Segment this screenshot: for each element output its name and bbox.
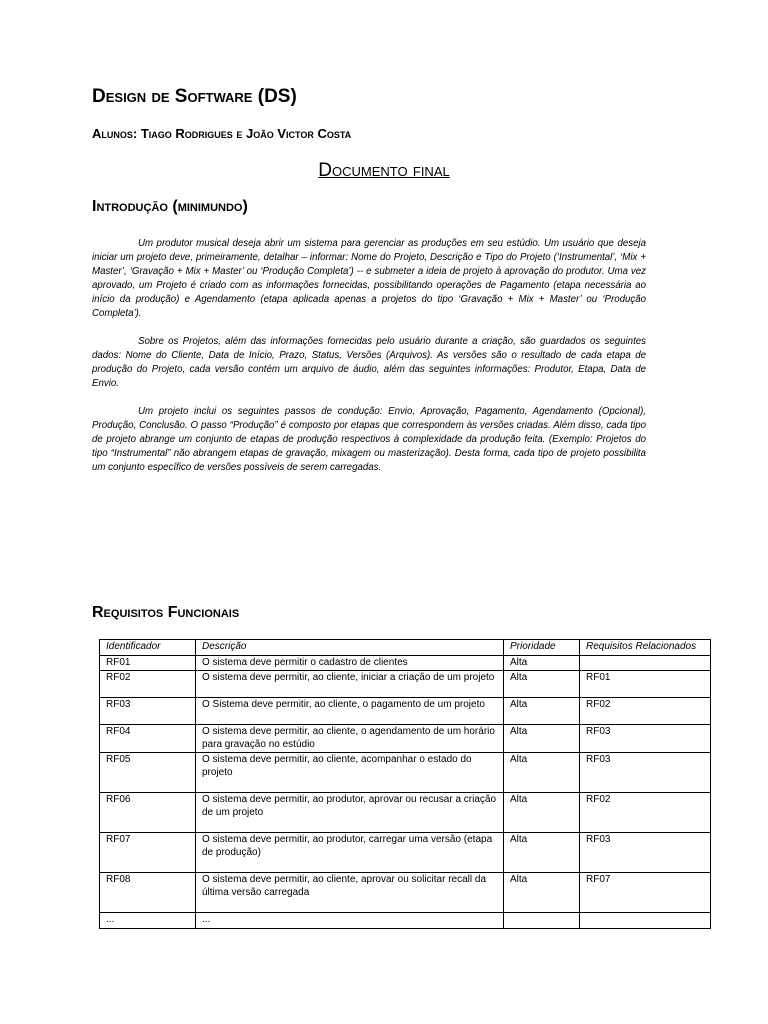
cell-related: RF03 [580,725,711,753]
cell-priority: Alta [504,833,580,873]
students-line: Alunos: Tiago Rodrigues e João Victor Costa [92,126,352,141]
intro-paragraph-1: Um produtor musical deseja abrir um sistema para gerenciar as produções em seu estúdio. Um usuário que deseja iniciar um projeto deve, primeiramente, detalhar – informar: Nome do Projeto, Descrição e Tipo do Projeto (‘Instrumental’, ‘Mix + Master’, ‘Gravação + Mix + Master’ ou ‘Produção Completa’) -- e submeter a ideia de projeto à aprovação do produtor. Uma vez aprovado, um Projeto é criado com as informações fornecidas, possibilitando operações de Pagamento (etapa necessária ao início da produção) e Agendamento (etapa aplicada apenas a projetos do tipo ‘Gravação + Mix + Master’ ou ‘Produção Completa’). [92,238,646,319]
cell-desc: O sistema deve permitir, ao cliente, aprovar ou solicitar recall da última versão carregada [196,873,504,913]
cell-priority: Alta [504,793,580,833]
intro-paragraph-3: Um projeto inclui os seguintes passos de condução: Envio, Aprovação, Pagamento, Agendamento (Opcional), Produção, Conclusão. O passo “Produção” é composto por etapas que correspondem às versões criadas. Além disso, cada tipo de projeto abrange um conjunto de etapas de produção respectivos à complexidade da produção feita. (Exemplo: Projetos do tipo “Instrumental” não abrangem etapas de gravação, mixagem ou masterização). Desta forma, cada tipo de projeto possibilita um conjunto específico de versões possíveis de serem carregadas. [92,406,646,473]
cell-id: RF01 [100,655,196,671]
cell-related [580,655,711,671]
table-row [100,671,711,698]
document-heading: Documento final [318,160,450,181]
cell-related [580,913,711,929]
cell-id: RF04 [100,725,196,753]
intro-paragraph-2: Sobre os Projetos, além das informações fornecidas pelo usuário durante a criação, são guardados os seguintes dados: Nome do Cliente, Data de Início, Prazo, Status, Versões (Arquivos). As versões são o resultado de cada etapa de produção do Projeto, cada versão contém um arquivo de áudio, além das seguintes informações: Produtor, Etapa, Data de Envio. [92,336,646,389]
cell-desc: O sistema deve permitir, ao produtor, carregar uma versão (etapa de produção) [196,833,504,873]
table-row [100,793,711,833]
cell-id: RF08 [100,873,196,913]
cell-related: RF02 [580,793,711,833]
cell-related: RF03 [580,833,711,873]
cell-desc: O sistema deve permitir, ao cliente, acompanhar o estado do projeto [196,753,504,793]
cell-desc: O sistema deve permitir, ao produtor, aprovar ou recusar a criação de um projeto [196,793,504,833]
cell-priority: Alta [504,725,580,753]
cell-related: RF02 [580,698,711,725]
cell-related: RF01 [580,671,711,698]
table-row [100,698,711,725]
cell-id: RF03 [100,698,196,725]
cell-desc: O Sistema deve permitir, ao cliente, o pagamento de um projeto [196,698,504,725]
cell-priority: Alta [504,671,580,698]
table-header-row [100,640,711,656]
table-row [100,873,711,913]
table-row [100,655,711,671]
cell-id: ... [100,913,196,929]
table-row [100,725,711,753]
cell-related: RF03 [580,753,711,793]
cell-desc: O sistema deve permitir o cadastro de clientes [196,655,504,671]
header-related: Requisitos Relacionados [580,640,711,656]
cell-desc: O sistema deve permitir, ao cliente, o agendamento de um horário para gravação no estúdio [196,725,504,753]
requirements-heading: Requisitos Funcionais [92,604,240,621]
cell-id: RF02 [100,671,196,698]
header-identifier: Identificador [100,640,196,656]
cell-desc: O sistema deve permitir, ao cliente, iniciar a criação de um projeto [196,671,504,698]
header-priority: Prioridade [504,640,580,656]
cell-related: RF07 [580,873,711,913]
cell-id: RF06 [100,793,196,833]
header-description: Descrição [196,640,504,656]
cell-priority: Alta [504,753,580,793]
cell-id: RF05 [100,753,196,793]
cell-priority: Alta [504,873,580,913]
cell-priority: Alta [504,655,580,671]
intro-heading: Introdução (minimundo) [92,198,248,215]
requirements-table [99,639,711,929]
cell-priority: Alta [504,698,580,725]
cell-priority [504,913,580,929]
table-row [100,913,711,929]
cell-desc: ... [196,913,504,929]
table-row [100,753,711,793]
document-title: Design de Software (DS) [92,86,297,107]
table-row [100,833,711,873]
cell-id: RF07 [100,833,196,873]
